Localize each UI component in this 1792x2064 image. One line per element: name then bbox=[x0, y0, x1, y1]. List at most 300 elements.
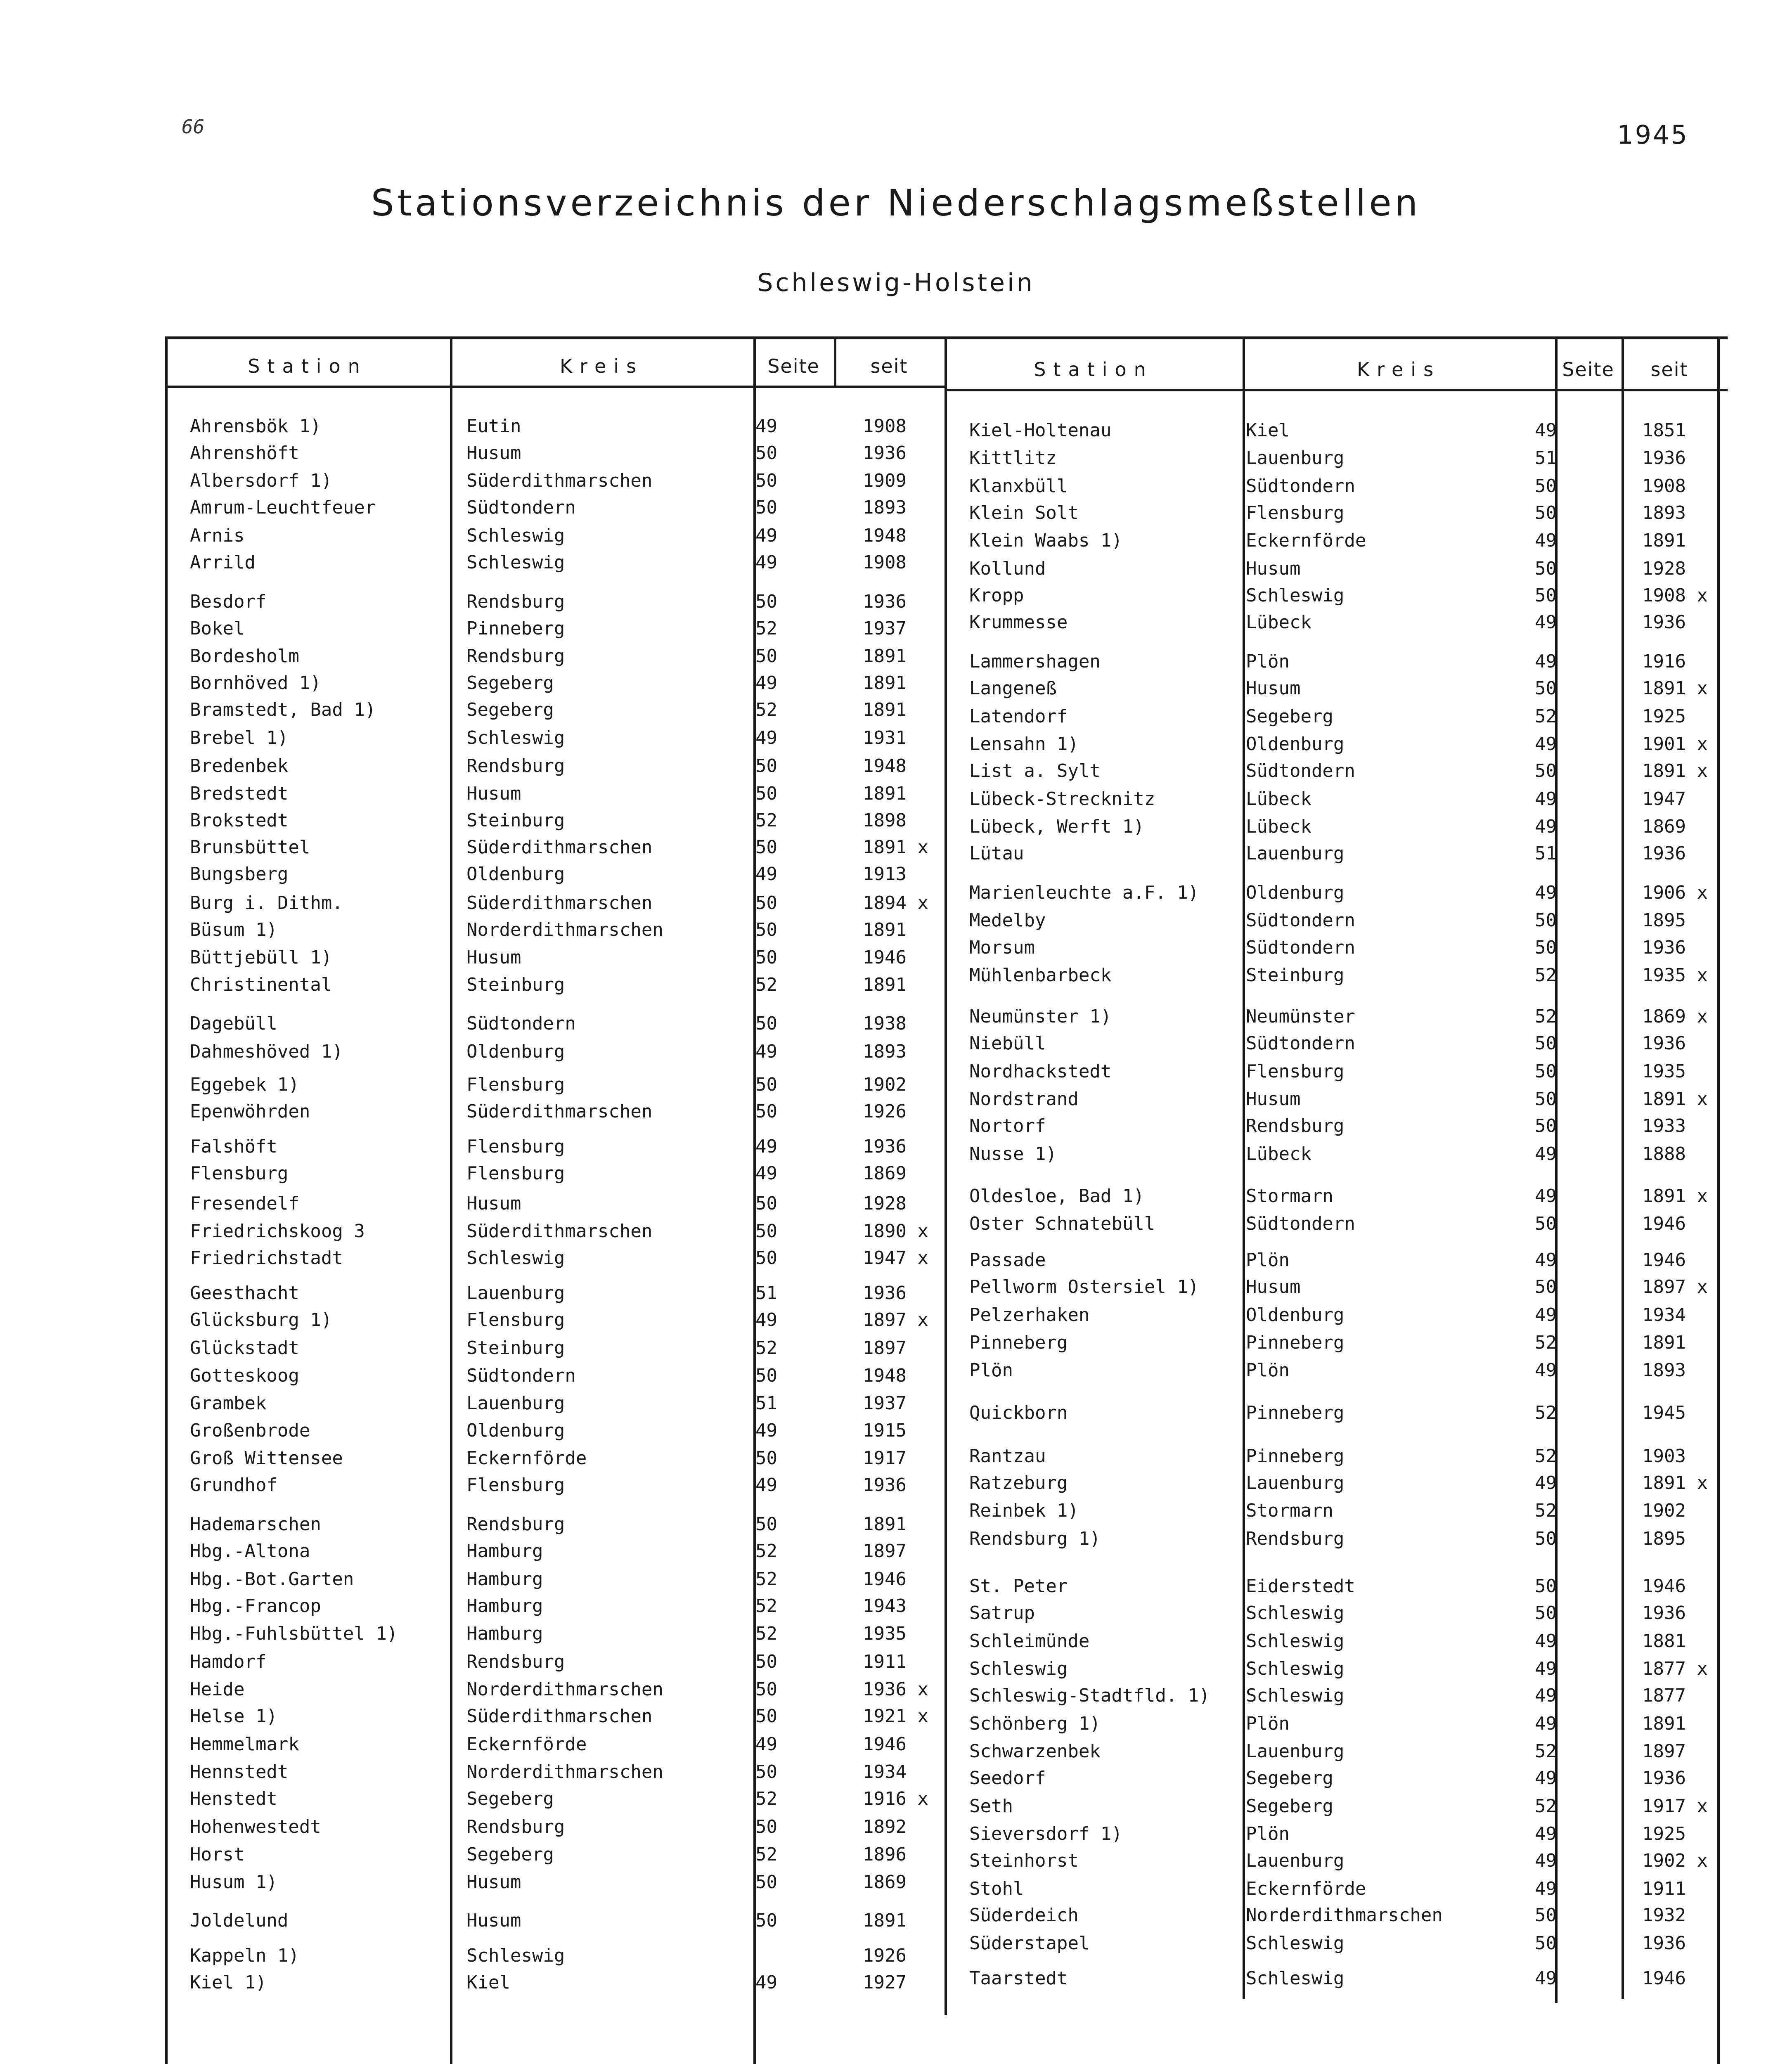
seit-year: 1869 bbox=[1642, 816, 1686, 837]
kreis-name: Rendsburg bbox=[466, 591, 565, 612]
seite-value: 50 bbox=[755, 1910, 777, 1931]
seit-year: 1896 bbox=[863, 1844, 907, 1865]
station-name: Klanxbüll bbox=[969, 476, 1068, 497]
seite-value: 50 bbox=[755, 646, 777, 667]
seit-year: 1902 bbox=[1642, 1500, 1686, 1521]
seite-value: 50 bbox=[1535, 1033, 1557, 1054]
kreis-name: Schleswig bbox=[466, 727, 565, 748]
seit-year: 1948 bbox=[863, 755, 907, 776]
seit-year: 1894 x bbox=[863, 892, 928, 914]
seite-value: 50 bbox=[755, 1365, 777, 1386]
station-name: Süderstapel bbox=[969, 1933, 1090, 1954]
station-name: Grambek bbox=[190, 1393, 267, 1414]
station-name: Bokel bbox=[190, 618, 245, 639]
kreis-name: Lauenburg bbox=[1246, 1741, 1345, 1762]
seit-year: 1943 bbox=[863, 1595, 907, 1617]
seite-value: 49 bbox=[755, 1163, 777, 1184]
station-table bbox=[165, 336, 1728, 2064]
kreis-name: Südtondern bbox=[1246, 476, 1355, 497]
seit-year: 1936 bbox=[1642, 1768, 1686, 1789]
seit-year: 1937 bbox=[863, 618, 907, 639]
seit-year: 1869 bbox=[863, 1872, 907, 1893]
station-name: Gotteskoog bbox=[190, 1365, 299, 1386]
seit-year: 1928 bbox=[863, 1193, 907, 1214]
station-name: Kiel-Holtenau bbox=[969, 420, 1112, 441]
header-seit-left: seit bbox=[870, 355, 908, 377]
seit-year: 1933 bbox=[1642, 1115, 1686, 1136]
kreis-name: Hamburg bbox=[466, 1541, 543, 1562]
seite-value: 52 bbox=[755, 699, 777, 720]
kreis-name: Schleswig bbox=[466, 1247, 565, 1269]
seite-value: 50 bbox=[1535, 1576, 1557, 1597]
seit-year: 1901 x bbox=[1642, 734, 1708, 755]
station-name: Büsum 1) bbox=[190, 919, 277, 940]
kreis-name: Plön bbox=[1246, 1713, 1290, 1734]
header-kreis-right: Kreis bbox=[1356, 358, 1441, 381]
station-name: Nordhackstedt bbox=[969, 1061, 1112, 1082]
seite-value: 52 bbox=[1535, 1402, 1557, 1423]
station-name: Süderdeich bbox=[969, 1905, 1079, 1926]
seit-year: 1945 bbox=[1642, 1402, 1686, 1423]
station-name: Hbg.-Francop bbox=[190, 1595, 321, 1617]
station-name: Lammershagen bbox=[969, 651, 1101, 672]
seit-year: 1906 x bbox=[1642, 882, 1708, 903]
station-name: Oster Schnatebüll bbox=[969, 1213, 1155, 1234]
kreis-name: Husum bbox=[1246, 1089, 1301, 1110]
seit-year: 1898 bbox=[863, 810, 907, 831]
kreis-name: Eckernförde bbox=[466, 1734, 587, 1755]
station-name: Schwarzenbek bbox=[969, 1741, 1101, 1762]
station-name: Besdorf bbox=[190, 591, 267, 612]
seite-value: 49 bbox=[1535, 788, 1557, 810]
seite-value: 49 bbox=[1535, 816, 1557, 837]
seite-value: 50 bbox=[755, 783, 777, 804]
station-name: Nordstrand bbox=[969, 1089, 1079, 1110]
kreis-name: Südtondern bbox=[466, 1013, 576, 1034]
kreis-name: Süderdithmarschen bbox=[466, 892, 653, 914]
kreis-name: Steinburg bbox=[1246, 965, 1345, 986]
seit-year: 1851 bbox=[1642, 420, 1686, 441]
kreis-name: Schleswig bbox=[466, 525, 565, 546]
station-name: St. Peter bbox=[969, 1576, 1068, 1597]
kreis-name: Steinburg bbox=[466, 974, 565, 995]
kreis-name: Süderdithmarschen bbox=[466, 837, 653, 858]
seite-value: 50 bbox=[755, 1761, 777, 1782]
kreis-name: Oldenburg bbox=[1246, 1304, 1345, 1326]
seit-year: 1908 bbox=[863, 552, 907, 573]
station-name: Reinbek 1) bbox=[969, 1500, 1079, 1521]
seite-value: 52 bbox=[755, 1569, 777, 1590]
station-name: Rantzau bbox=[969, 1446, 1046, 1467]
seit-year: 1893 bbox=[863, 497, 907, 518]
seite-value: 50 bbox=[1535, 1528, 1557, 1549]
station-name: Hademarschen bbox=[190, 1514, 321, 1535]
seite-value: 52 bbox=[755, 1595, 777, 1617]
seit-year: 1891 bbox=[863, 1910, 907, 1931]
seite-value: 50 bbox=[1535, 1213, 1557, 1234]
seite-value: 50 bbox=[755, 1651, 777, 1672]
kreis-name: Lauenburg bbox=[1246, 1850, 1345, 1871]
seite-value: 50 bbox=[1535, 558, 1557, 579]
station-name: Nusse 1) bbox=[969, 1143, 1057, 1165]
page-number: 66 bbox=[182, 116, 205, 138]
station-name: Falshöft bbox=[190, 1136, 277, 1157]
seite-value: 49 bbox=[1535, 420, 1557, 441]
seit-year: 1891 x bbox=[1642, 678, 1708, 699]
station-name: Fresendelf bbox=[190, 1193, 299, 1214]
kreis-name: Schleswig bbox=[466, 552, 565, 573]
station-name: Ratzeburg bbox=[969, 1472, 1068, 1494]
seite-value: 49 bbox=[755, 864, 777, 885]
station-name: Medelby bbox=[969, 910, 1046, 931]
seite-value: 49 bbox=[1535, 1823, 1557, 1844]
kreis-name: Süderdithmarschen bbox=[466, 1221, 653, 1242]
kreis-name: Lauenburg bbox=[1246, 843, 1345, 864]
seite-value: 52 bbox=[1535, 1006, 1557, 1027]
seit-year: 1936 bbox=[1642, 843, 1686, 864]
station-name: Quickborn bbox=[969, 1402, 1068, 1423]
station-name: Dahmeshöved 1) bbox=[190, 1041, 343, 1062]
kreis-name: Stormarn bbox=[1246, 1186, 1333, 1207]
station-name: Brebel 1) bbox=[190, 727, 289, 748]
seite-value: 49 bbox=[1535, 1658, 1557, 1679]
station-name: Marienleuchte a.F. 1) bbox=[969, 882, 1199, 903]
year-label: 1945 bbox=[1617, 120, 1689, 150]
station-name: Kropp bbox=[969, 585, 1024, 606]
kreis-name: Stormarn bbox=[1246, 1500, 1333, 1521]
seite-value: 50 bbox=[755, 1448, 777, 1469]
kreis-name: Pinneberg bbox=[1246, 1332, 1345, 1353]
seit-year: 1917 x bbox=[1642, 1796, 1708, 1817]
seite-value: 49 bbox=[755, 1309, 777, 1330]
kreis-name: Flensburg bbox=[1246, 1061, 1345, 1082]
seit-year: 1881 bbox=[1642, 1631, 1686, 1652]
station-name: Bungsberg bbox=[190, 864, 289, 885]
kreis-name: Flensburg bbox=[466, 1475, 565, 1496]
seite-value: 49 bbox=[755, 672, 777, 694]
station-name: Eggebek 1) bbox=[190, 1074, 299, 1095]
kreis-name: Husum bbox=[466, 783, 521, 804]
kreis-name: Lauenburg bbox=[1246, 1472, 1345, 1494]
header-station-right: Station bbox=[1034, 358, 1153, 381]
seit-year: 1877 x bbox=[1642, 1658, 1708, 1679]
station-name: Oldesloe, Bad 1) bbox=[969, 1186, 1144, 1207]
seit-year: 1926 bbox=[863, 1945, 907, 1966]
kreis-name: Segeberg bbox=[466, 672, 554, 694]
seite-value: 50 bbox=[1535, 1089, 1557, 1110]
station-name: Niebüll bbox=[969, 1033, 1046, 1054]
seit-year: 1893 bbox=[863, 1041, 907, 1062]
seit-year: 1921 x bbox=[863, 1706, 928, 1727]
seite-value: 49 bbox=[755, 416, 777, 437]
seit-year: 1891 bbox=[863, 672, 907, 694]
seit-year: 1877 bbox=[1642, 1685, 1686, 1706]
station-name: Schleswig bbox=[969, 1658, 1068, 1679]
station-name: List a. Sylt bbox=[969, 760, 1101, 781]
kreis-name: Süderdithmarschen bbox=[466, 1101, 653, 1122]
seite-value: 49 bbox=[1535, 1878, 1557, 1899]
seite-value: 50 bbox=[755, 1247, 777, 1269]
seit-year: 1946 bbox=[1642, 1250, 1686, 1271]
station-name: Steinhorst bbox=[969, 1850, 1079, 1871]
seite-value: 49 bbox=[1535, 612, 1557, 633]
kreis-name: Pinneberg bbox=[1246, 1446, 1345, 1467]
kreis-name: Südtondern bbox=[1246, 1033, 1355, 1054]
kreis-name: Plön bbox=[1246, 651, 1290, 672]
station-name: Hbg.-Fuhlsbüttel 1) bbox=[190, 1623, 398, 1644]
kreis-name: Eckernförde bbox=[1246, 530, 1366, 551]
station-name: Glücksburg 1) bbox=[190, 1309, 332, 1330]
seit-year: 1928 bbox=[1642, 558, 1686, 579]
column-divider bbox=[1622, 339, 1624, 1999]
seite-value: 50 bbox=[1535, 476, 1557, 497]
station-name: Arnis bbox=[190, 525, 245, 546]
seit-year: 1936 bbox=[863, 443, 907, 464]
station-name: Arrild bbox=[190, 552, 256, 573]
station-name: Hamdorf bbox=[190, 1651, 267, 1672]
kreis-name: Flensburg bbox=[466, 1074, 565, 1095]
seite-value: 50 bbox=[755, 1013, 777, 1034]
station-name: Pelzerhaken bbox=[969, 1304, 1090, 1326]
seite-value: 49 bbox=[755, 1136, 777, 1157]
seit-year: 1936 bbox=[1642, 612, 1686, 633]
seit-year: 1911 bbox=[863, 1651, 907, 1672]
station-name: Helse 1) bbox=[190, 1706, 277, 1727]
table-border-right bbox=[1717, 339, 1720, 2064]
seit-year: 1891 bbox=[863, 699, 907, 720]
seit-year: 1936 bbox=[863, 1136, 907, 1157]
kreis-name: Lübeck bbox=[1246, 612, 1311, 633]
station-name: Husum 1) bbox=[190, 1872, 277, 1893]
kreis-name: Norderdithmarschen bbox=[466, 1761, 663, 1782]
kreis-name: Rendsburg bbox=[466, 1514, 565, 1535]
seite-value: 50 bbox=[755, 1706, 777, 1727]
seite-value: 49 bbox=[755, 1420, 777, 1441]
station-name: Bredstedt bbox=[190, 783, 289, 804]
seit-year: 1897 bbox=[1642, 1741, 1686, 1762]
seite-value: 49 bbox=[1535, 1850, 1557, 1871]
kreis-name: Husum bbox=[1246, 558, 1301, 579]
seite-value: 52 bbox=[755, 1337, 777, 1359]
kreis-name: Plön bbox=[1246, 1823, 1290, 1844]
seit-year: 1917 bbox=[863, 1448, 907, 1469]
kreis-name: Kiel bbox=[1246, 420, 1290, 441]
seit-year: 1893 bbox=[1642, 1360, 1686, 1381]
station-name: Rendsburg 1) bbox=[969, 1528, 1101, 1549]
kreis-name: Flensburg bbox=[466, 1309, 565, 1330]
seit-year: 1948 bbox=[863, 525, 907, 546]
seit-year: 1916 x bbox=[863, 1788, 928, 1809]
kreis-name: Rendsburg bbox=[466, 646, 565, 667]
kreis-name: Süderdithmarschen bbox=[466, 1706, 653, 1727]
station-name: Kappeln 1) bbox=[190, 1945, 299, 1966]
seite-value: 49 bbox=[1535, 1250, 1557, 1271]
kreis-name: Kiel bbox=[466, 1972, 510, 1993]
seit-year: 1925 bbox=[1642, 706, 1686, 727]
station-name: Ahrenshöft bbox=[190, 443, 299, 464]
seit-year: 1893 bbox=[1642, 502, 1686, 523]
seit-year: 1927 bbox=[863, 1972, 907, 1993]
station-name: Groß Wittensee bbox=[190, 1448, 343, 1469]
seit-year: 1908 bbox=[863, 416, 907, 437]
seite-value: 49 bbox=[1535, 1713, 1557, 1734]
station-name: Bordesholm bbox=[190, 646, 299, 667]
seite-value: 50 bbox=[755, 470, 777, 491]
seite-value: 52 bbox=[1535, 1446, 1557, 1467]
seite-value: 49 bbox=[1535, 1685, 1557, 1706]
seit-year: 1926 bbox=[863, 1101, 907, 1122]
kreis-name: Hamburg bbox=[466, 1569, 543, 1590]
station-name: Neumünster 1) bbox=[969, 1006, 1112, 1027]
seite-value: 50 bbox=[755, 1679, 777, 1700]
station-name: Bornhöved 1) bbox=[190, 672, 321, 694]
station-name: Stohl bbox=[969, 1878, 1024, 1899]
seite-value: 52 bbox=[1535, 965, 1557, 986]
seite-value: 49 bbox=[755, 1041, 777, 1062]
seit-year: 1891 bbox=[863, 919, 907, 940]
station-name: Hennstedt bbox=[190, 1761, 289, 1782]
kreis-name: Eckernförde bbox=[466, 1448, 587, 1469]
station-name: Latendorf bbox=[969, 706, 1068, 727]
seite-value: 50 bbox=[755, 837, 777, 858]
kreis-name: Norderdithmarschen bbox=[1246, 1905, 1443, 1926]
station-name: Plön bbox=[969, 1360, 1013, 1381]
seit-year: 1891 bbox=[863, 1514, 907, 1535]
seit-year: 1895 bbox=[1642, 1528, 1686, 1549]
seit-year: 1934 bbox=[863, 1761, 907, 1782]
seite-value: 50 bbox=[1535, 1933, 1557, 1954]
seit-year: 1936 bbox=[1642, 1602, 1686, 1624]
station-name: Brokstedt bbox=[190, 810, 289, 831]
kreis-name: Oldenburg bbox=[466, 864, 565, 885]
seit-year: 1891 x bbox=[1642, 1472, 1708, 1494]
header-station-left: Station bbox=[248, 355, 367, 377]
kreis-name: Schleswig bbox=[1246, 1685, 1345, 1706]
kreis-name: Steinburg bbox=[466, 810, 565, 831]
kreis-name: Südtondern bbox=[1246, 910, 1355, 931]
table-center-divider bbox=[945, 339, 947, 2015]
seite-value: 49 bbox=[1535, 1186, 1557, 1207]
station-name: Joldelund bbox=[190, 1910, 289, 1931]
station-name: Langeneß bbox=[969, 678, 1057, 699]
table-border-left bbox=[165, 339, 168, 2064]
seite-value: 49 bbox=[1535, 530, 1557, 551]
station-name: Seedorf bbox=[969, 1768, 1046, 1789]
station-name: Schleswig-Stadtfld. 1) bbox=[969, 1685, 1210, 1706]
station-name: Dagebüll bbox=[190, 1013, 277, 1034]
kreis-name: Eiderstedt bbox=[1246, 1576, 1355, 1597]
seit-year: 1891 bbox=[1642, 530, 1686, 551]
header-seite-right: Seite bbox=[1562, 358, 1614, 381]
kreis-name: Segeberg bbox=[466, 1788, 554, 1809]
kreis-name: Rendsburg bbox=[466, 1651, 565, 1672]
seite-value: 50 bbox=[1535, 1061, 1557, 1082]
seite-value: 49 bbox=[1535, 882, 1557, 903]
seite-value: 50 bbox=[755, 1816, 777, 1837]
kreis-name: Schleswig bbox=[1246, 585, 1345, 606]
seite-value: 49 bbox=[1535, 734, 1557, 755]
station-name: Schleimünde bbox=[969, 1631, 1090, 1652]
header-kreis-left: Kreis bbox=[559, 355, 644, 377]
kreis-name: Oldenburg bbox=[1246, 734, 1345, 755]
kreis-name: Rendsburg bbox=[1246, 1115, 1345, 1136]
kreis-name: Oldenburg bbox=[1246, 882, 1345, 903]
kreis-name: Pinneberg bbox=[466, 618, 565, 639]
seit-year: 1935 bbox=[863, 1623, 907, 1644]
seite-value: 52 bbox=[755, 1623, 777, 1644]
seit-year: 1946 bbox=[1642, 1968, 1686, 1989]
kreis-name: Husum bbox=[466, 443, 521, 464]
seit-year: 1891 x bbox=[1642, 1089, 1708, 1110]
column-divider bbox=[1243, 339, 1245, 1999]
kreis-name: Rendsburg bbox=[466, 1816, 565, 1837]
seite-value: 50 bbox=[755, 1514, 777, 1535]
kreis-name: Segeberg bbox=[1246, 1796, 1333, 1817]
kreis-name: Segeberg bbox=[1246, 706, 1333, 727]
kreis-name: Oldenburg bbox=[466, 1041, 565, 1062]
column-divider bbox=[450, 339, 452, 2064]
kreis-name: Südtondern bbox=[1246, 760, 1355, 781]
station-name: Büttjebüll 1) bbox=[190, 947, 332, 968]
seit-year: 1947 bbox=[1642, 788, 1686, 810]
kreis-name: Rendsburg bbox=[466, 755, 565, 776]
station-name: Glückstadt bbox=[190, 1337, 299, 1359]
seit-year: 1897 bbox=[863, 1541, 907, 1562]
seit-year: 1891 bbox=[863, 646, 907, 667]
station-name: Epenwöhrden bbox=[190, 1101, 310, 1122]
kreis-name: Husum bbox=[466, 947, 521, 968]
kreis-name: Lübeck bbox=[1246, 1143, 1311, 1165]
seite-value: 49 bbox=[1535, 1143, 1557, 1165]
station-name: Lensahn 1) bbox=[969, 734, 1079, 755]
seit-year: 1891 x bbox=[1642, 1186, 1708, 1207]
seit-year: 1897 bbox=[863, 1337, 907, 1359]
kreis-name: Steinburg bbox=[466, 1337, 565, 1359]
seite-value: 50 bbox=[755, 947, 777, 968]
page-subtitle: Schleswig-Holstein bbox=[757, 268, 1035, 297]
station-name: Bredenbek bbox=[190, 755, 289, 776]
seite-value: 50 bbox=[755, 591, 777, 612]
station-name: Mühlenbarbeck bbox=[969, 965, 1112, 986]
station-name: Friedrichskoog 3 bbox=[190, 1221, 365, 1242]
seit-year: 1888 bbox=[1642, 1143, 1686, 1165]
seite-value: 52 bbox=[755, 1788, 777, 1809]
kreis-name: Norderdithmarschen bbox=[466, 919, 663, 940]
seit-year: 1891 bbox=[1642, 1713, 1686, 1734]
seit-year: 1936 bbox=[863, 1475, 907, 1496]
kreis-name: Husum bbox=[466, 1872, 521, 1893]
kreis-name: Lauenburg bbox=[466, 1283, 565, 1304]
seit-year: 1908 bbox=[1642, 476, 1686, 497]
seit-year: 1946 bbox=[863, 1734, 907, 1755]
seit-year: 1946 bbox=[1642, 1576, 1686, 1597]
kreis-name: Flensburg bbox=[466, 1136, 565, 1157]
seit-year: 1936 bbox=[863, 591, 907, 612]
seite-value: 50 bbox=[1535, 760, 1557, 781]
kreis-name: Schleswig bbox=[1246, 1933, 1345, 1954]
seit-year: 1869 x bbox=[1642, 1006, 1708, 1027]
station-name: Lübeck-Strecknitz bbox=[969, 788, 1155, 810]
seite-value: 50 bbox=[1535, 910, 1557, 931]
station-name: Hbg.-Bot.Garten bbox=[190, 1569, 354, 1590]
seit-year: 1915 bbox=[863, 1420, 907, 1441]
seite-value: 50 bbox=[1535, 585, 1557, 606]
seite-value: 51 bbox=[755, 1393, 777, 1414]
kreis-name: Eckernförde bbox=[1246, 1878, 1366, 1899]
seit-year: 1895 bbox=[1642, 910, 1686, 931]
station-name: Schönberg 1) bbox=[969, 1713, 1101, 1734]
seite-value: 52 bbox=[755, 1541, 777, 1562]
